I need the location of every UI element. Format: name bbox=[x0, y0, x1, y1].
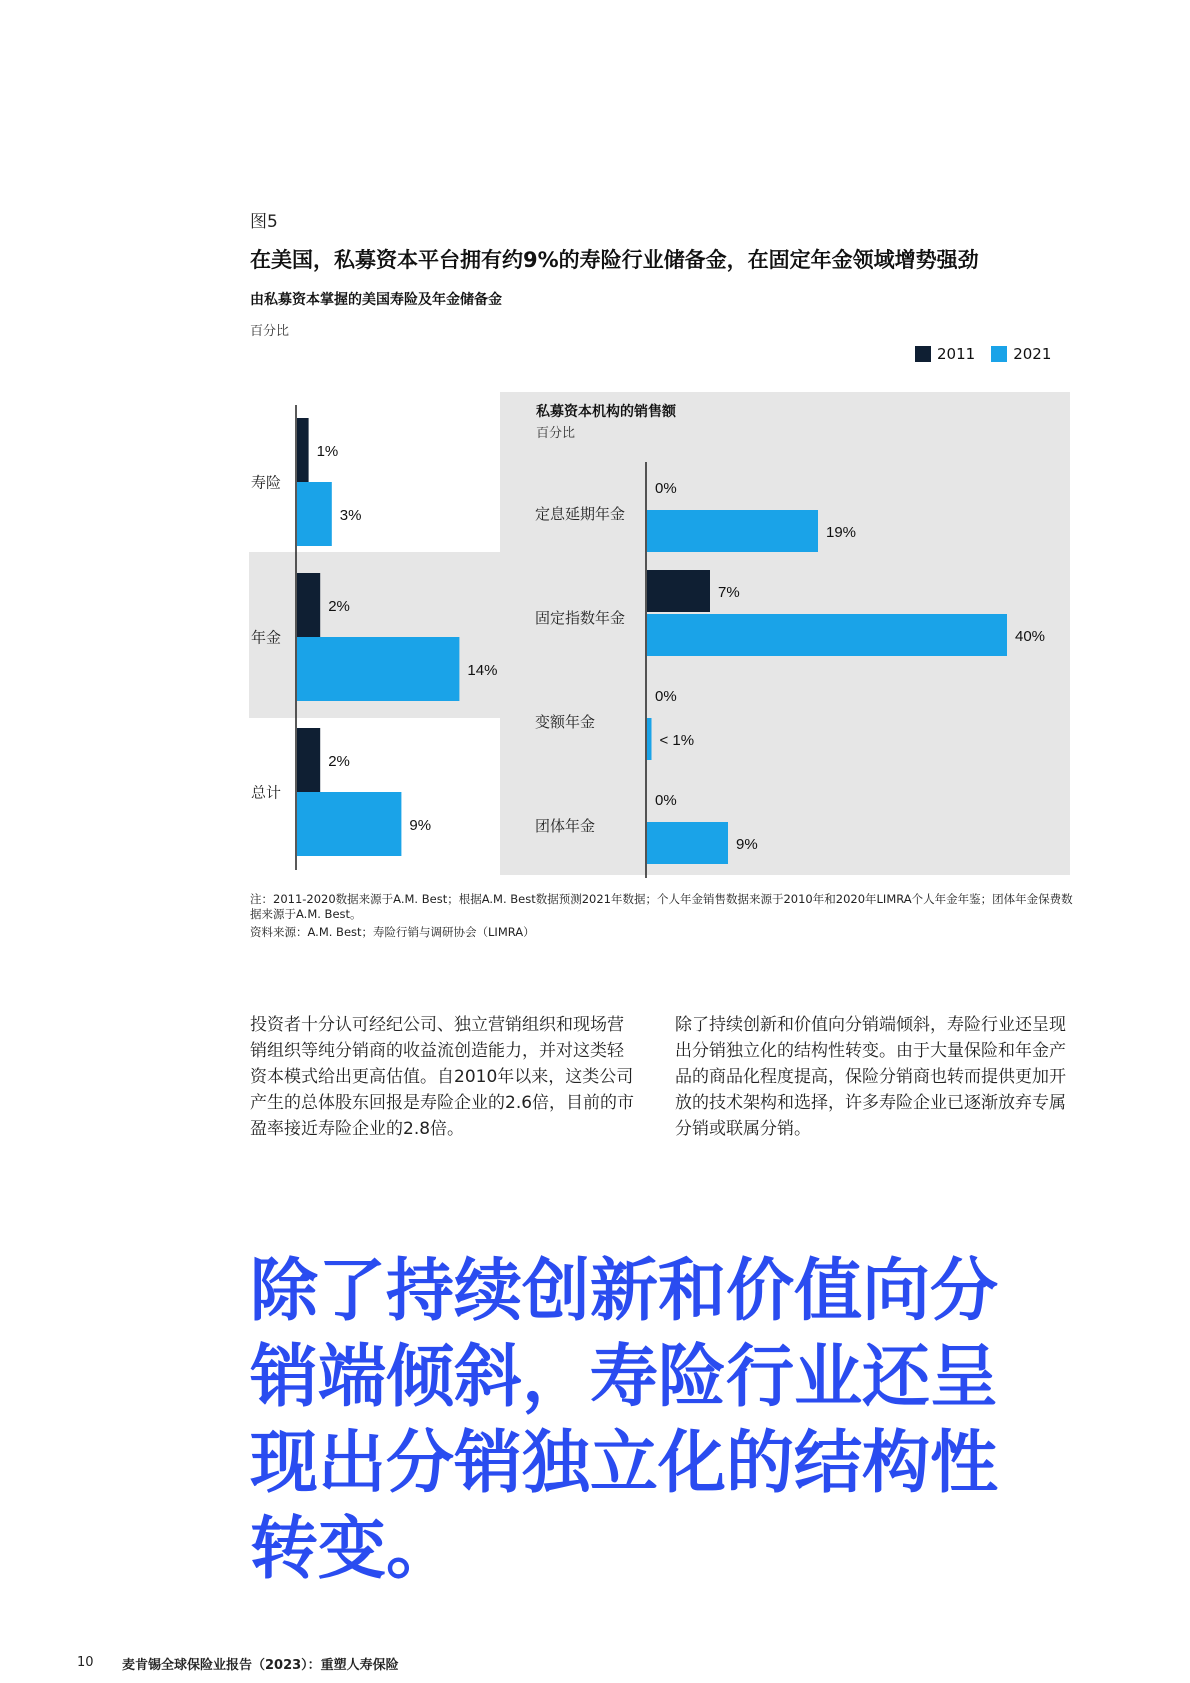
legend-label-2021: 2021 bbox=[1013, 345, 1052, 363]
data-label: 19% bbox=[826, 524, 857, 541]
bar-2011 bbox=[297, 418, 309, 482]
data-label: 9% bbox=[409, 817, 432, 834]
chart-subtitle: 由私募资本掌握的美国寿险及年金储备金 bbox=[250, 292, 502, 308]
data-label: 3% bbox=[339, 507, 362, 524]
data-label: 9% bbox=[736, 836, 758, 853]
figure-title: 在美国，私募资本平台拥有约9%的寿险行业储备金，在固定年金领域增势强劲 bbox=[250, 248, 979, 272]
bar-2011 bbox=[297, 728, 320, 792]
bar-2021 bbox=[297, 637, 459, 701]
figure-label: 图5 bbox=[250, 212, 278, 232]
data-label: 1% bbox=[316, 443, 339, 460]
legend-label-2011: 2011 bbox=[937, 345, 976, 363]
inset-title: 私募资本机构的销售额 bbox=[536, 404, 676, 420]
bar-2021 bbox=[647, 510, 818, 552]
chart-source: 资料来源：A.M. Best；寿险行销与调研协会（LIMRA） bbox=[250, 925, 535, 939]
page-number: 10 bbox=[77, 1655, 94, 1670]
data-label: 2% bbox=[328, 753, 350, 770]
bar-2021 bbox=[647, 718, 652, 760]
bar-2011 bbox=[647, 570, 710, 612]
body-paragraph-left: 投资者十分认可经纪公司、独立营销组织和现场营销组织等纯分销商的收益流创造能力，并对这类轻资本模式给出更高估值。自2010年以来，这类公司产生的总体股东回报是寿险企业的2.6倍，目前的市盈率接近寿险企业的2.8倍。 bbox=[250, 1015, 635, 1139]
data-label: 14% bbox=[467, 662, 498, 679]
category-label: 变额年金 bbox=[535, 713, 596, 731]
category-label: 定息延期年金 bbox=[535, 505, 626, 523]
bar-2011 bbox=[297, 573, 320, 637]
bar-2021 bbox=[297, 792, 401, 856]
category-label: 寿险 bbox=[251, 473, 282, 492]
bar-2021 bbox=[647, 614, 1007, 656]
data-label: 0% bbox=[655, 480, 677, 497]
pull-quote: 除了持续创新和价值向分销端倾斜，寿险行业还呈现出分销独立化的结构性转变。 bbox=[250, 1251, 999, 1589]
inset-unit: 百分比 bbox=[536, 426, 576, 441]
bar-2021 bbox=[297, 482, 332, 546]
chart-unit: 百分比 bbox=[250, 324, 290, 339]
data-label: 7% bbox=[718, 584, 740, 601]
footer-title: 麦肯锡全球保险业报告（2023）：重塑人寿保险 bbox=[122, 1658, 399, 1673]
body-paragraph-right: 除了持续创新和价值向分销端倾斜，寿险行业还呈现出分销独立化的结构性转变。由于大量保险和年金产品的商品化程度提高，保险分销商也转而提供更加开放的技术架构和选择，许多寿险企业已逐渐放弃专属分销或联属分销。 bbox=[675, 1015, 1066, 1139]
data-label: 0% bbox=[655, 792, 677, 809]
category-label: 固定指数年金 bbox=[535, 609, 626, 627]
category-label: 团体年金 bbox=[535, 817, 596, 835]
category-label: 年金 bbox=[251, 628, 282, 647]
data-label: 40% bbox=[1015, 628, 1046, 645]
chart-note: 注：2011-2020数据来源于A.M. Best；根据A.M. Best数据预测2021年数据；个人年金销售数据来源于2010年和2020年LIMRA个人年金年鉴；团体年金保费数据来源于A.M. Best。 bbox=[250, 892, 1073, 921]
data-label: 2% bbox=[328, 598, 350, 615]
data-label: < 1% bbox=[659, 732, 695, 749]
bar-2021 bbox=[647, 822, 728, 864]
category-label: 总计 bbox=[251, 783, 282, 802]
data-label: 0% bbox=[655, 688, 677, 705]
